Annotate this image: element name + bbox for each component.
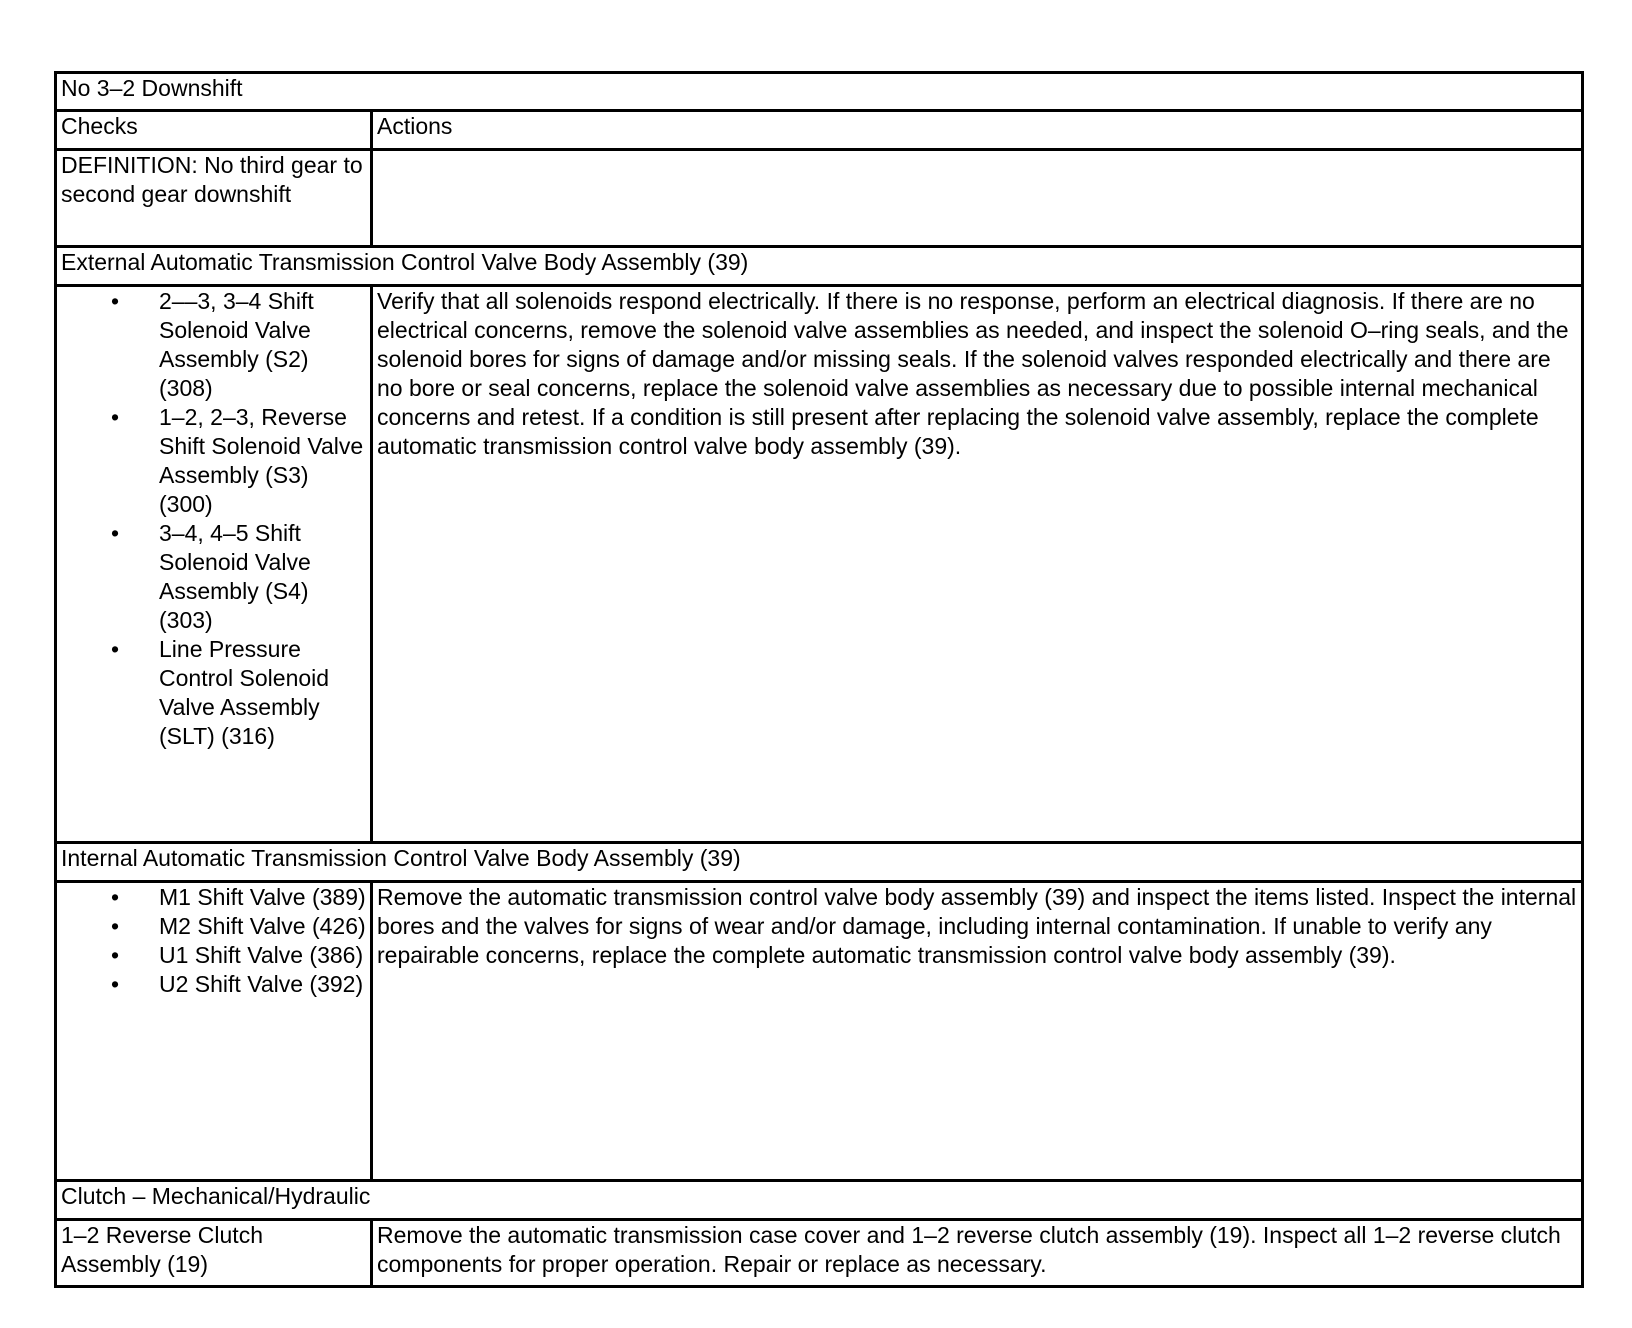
internal-action-cell: Remove the automatic transmission control valve body assembly (39) and inspect the items listed. Inspect the internal bores and the valves for signs of wear and/or damage, including internal contamination. If unable to verify any repairable concerns, replace the complete automatic transmission control valve body assembly (39). [372, 882, 1583, 1181]
list-item-text: U1 Shift Valve (386) [159, 942, 364, 968]
internal-section-heading: Internal Automatic Transmission Control Valve Body Assembly (39) [56, 843, 1583, 882]
list-item-text: 2––3, 3–4 Shift Solenoid Valve Assembly (S2) (308) [159, 288, 314, 401]
bullet-icon: • [111, 942, 120, 968]
clutch-check-cell: 1–2 Reverse Clutch Assembly (19) [56, 1220, 372, 1287]
section-heading-row [56, 247, 1583, 286]
list-item [61, 941, 366, 970]
clutch-action-cell: Remove the automatic transmission case cover and 1–2 reverse clutch assembly (19). Inspect all 1–2 reverse clutch components for proper operation. Repair or replace as necessary. [372, 1220, 1583, 1287]
list-item [61, 287, 368, 403]
table-row [56, 882, 1583, 1181]
bullet-icon: • [111, 913, 120, 939]
table-title: No 3–2 Downshift [56, 73, 1583, 111]
list-item-text: Line Pressure Control Solenoid Valve Assembly (SLT) (316) [159, 636, 330, 749]
section-heading-row [56, 843, 1583, 882]
list-item [61, 883, 366, 912]
section-heading-row [56, 1181, 1583, 1220]
table-row [56, 1220, 1583, 1287]
list-item-text: 1–2, 2–3, Reverse Shift Solenoid Valve Assembly (S3) (300) [159, 404, 364, 517]
bullet-icon: • [111, 520, 120, 546]
actions-column-header: Actions [372, 111, 1583, 150]
table-row [56, 286, 1583, 843]
bullet-icon: • [111, 636, 120, 662]
definition-row [56, 150, 1583, 247]
bullet-icon: • [111, 288, 120, 314]
external-section-heading: External Automatic Transmission Control Valve Body Assembly (39) [56, 247, 1583, 286]
bullet-icon: • [111, 971, 120, 997]
clutch-section-heading: Clutch – Mechanical/Hydraulic [56, 1181, 1583, 1220]
checks-column-header: Checks [56, 111, 372, 150]
list-item-text: U2 Shift Valve (392) [159, 971, 364, 997]
table-title-row [56, 73, 1583, 111]
internal-checks-list [61, 883, 366, 999]
external-checks-cell [56, 286, 372, 843]
list-item [61, 912, 366, 941]
list-item [61, 635, 368, 751]
list-item [61, 970, 366, 999]
bullet-icon: • [111, 884, 120, 910]
bullet-icon: • [111, 404, 120, 430]
external-action-cell: Verify that all solenoids respond electrically. If there is no response, perform an electrical diagnosis. If there are no electrical concerns, remove the solenoid valve assemblies as needed, and inspect the solenoid O–ring seals, and the solenoid bores for signs of damage and/or missing seals. If the solenoid valves responded electrically and there are no bore or seal concerns, replace the solenoid valve assemblies as necessary due to possible internal mechanical concerns and retest. If a condition is still present after replacing the solenoid valve assembly, replace the complete automatic transmission control valve body assembly (39). [372, 286, 1583, 843]
internal-checks-cell [56, 882, 372, 1181]
list-item-text: 3–4, 4–5 Shift Solenoid Valve Assembly (S4) (303) [159, 520, 311, 633]
definition-action [372, 150, 1583, 247]
list-item [61, 403, 368, 519]
column-header-row [56, 111, 1583, 150]
definition-check: DEFINITION: No third gear to second gear downshift [56, 150, 372, 247]
external-checks-list [61, 287, 368, 751]
list-item [61, 519, 368, 635]
no-3-2-downshift-table [54, 71, 1584, 1288]
list-item-text: M1 Shift Valve (389) [159, 884, 366, 910]
list-item-text: M2 Shift Valve (426) [159, 913, 366, 939]
